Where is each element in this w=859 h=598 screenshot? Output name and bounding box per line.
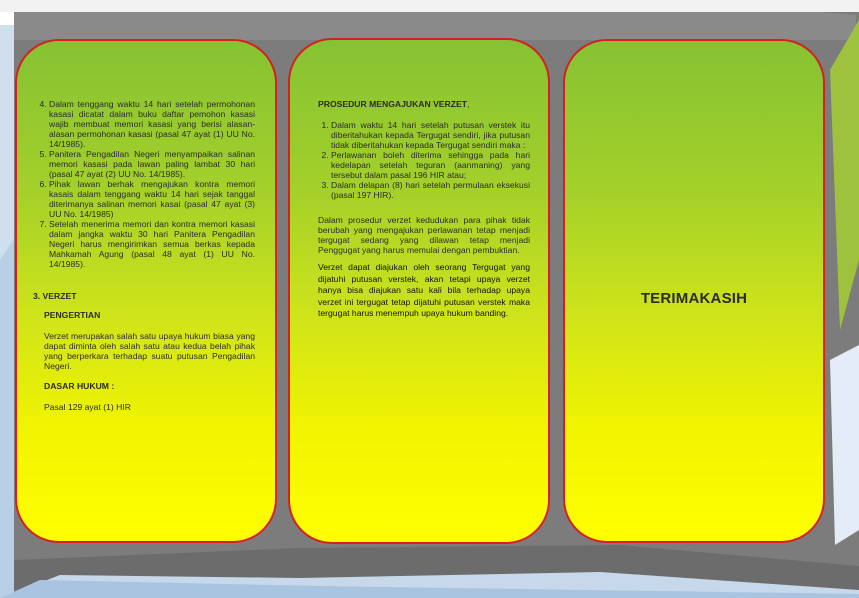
- list-item: 4. Dalam tenggang waktu 14 hari setelah permohonan kasasi dicatat dalam buku daftar pemohon kasasi wajib membuat memori kasasi yang berisi alasan-alasan permohonan kasasi (pasal 47 ayat (1) UU No. 14/1985).: [49, 99, 255, 149]
- verzet-paragraph: Verzet dapat diajukan oleh seorang Tergugat yang dijatuhi putusan verstek, akan tetapi upaya verzet hanya bisa diajukan satu kali bila terhadap upaya verzet ini tergugat tetap dijatuhi putusan verstek maka tergugat harus menempuh upaya hukum banding.: [318, 262, 530, 319]
- prosedur-heading-suffix: ,: [466, 99, 470, 109]
- pengertian-heading: PENGERTIAN: [44, 310, 101, 320]
- dasar-hukum-heading: DASAR HUKUM :: [44, 381, 115, 391]
- list-item: 3. Dalam delapan (8) hari setelah permulaan eksekusi (pasal 197 HIR).: [331, 180, 530, 200]
- prosedur-paragraph: Dalam prosedur verzet kedudukan para pihak tidak berubah yang mengajukan perlawanan tetap menjadi tergugat sedang yang dilawan tetap menjadi Penggugat yang harus memulai dengan pembuktian.: [318, 215, 530, 255]
- closing-title: TERIMAKASIH: [640, 290, 748, 307]
- list-item: 2. Perlawanan boleh diterima sehingga pada hari kedelapan setelah teguran (aanmaning) yang tersebut dalam pasal 196 HIR atau;: [331, 150, 530, 180]
- section-title-verzet: 3. VERZET: [33, 291, 77, 301]
- list-item: 6. Pihak lawan berhak mengajukan kontra memori kasais dalam tenggang waktu 14 hari sejak tanggal diterimanya salinan memori kasai (pasal 47 ayat (3) UU No. 14/1985): [49, 179, 255, 219]
- middle-panel: [288, 38, 550, 544]
- prosedur-list: [318, 120, 530, 200]
- dasar-hukum-text: Pasal 129 ayat (1) HIR: [44, 402, 131, 412]
- prosedur-heading-text: PROSEDUR MENGAJUKAN VERZET: [318, 99, 467, 109]
- right-panel: [563, 39, 825, 543]
- kasasi-procedure-list: [33, 99, 255, 269]
- prosedur-heading: [318, 99, 530, 109]
- list-item: 7. Setelah menerima memori dan kontra memori kasasi dalam jangka waktu 30 hari Panitera Pengadilan Negeri harus mengirimkan semua berkas kepada Mahkamah Agung (pasal 48 ayat (1) UU No. 14/1985).: [49, 219, 255, 269]
- list-item: 5. Panitera Pengadilan Negeri menyampaikan salinan memori kasasi pada lawan paling lambat 30 hari (pasal 47 ayat (2) UU No. 14/1985).: [49, 149, 255, 179]
- left-panel: [15, 39, 277, 543]
- list-item: 1. Dalam waktu 14 hari setelah putusan verstek itu diberitahukan kepada Tergugat sendiri, jika putusan tidak diberitahukan kepada Tergugat sendiri maka :: [331, 120, 530, 150]
- pengertian-text: Verzet merupakan salah satu upaya hukum biasa yang dapat diminta oleh salah satu atau kedua belah pihak yang berperkara terhadap suatu putusan Pengadilan Negeri.: [44, 331, 255, 371]
